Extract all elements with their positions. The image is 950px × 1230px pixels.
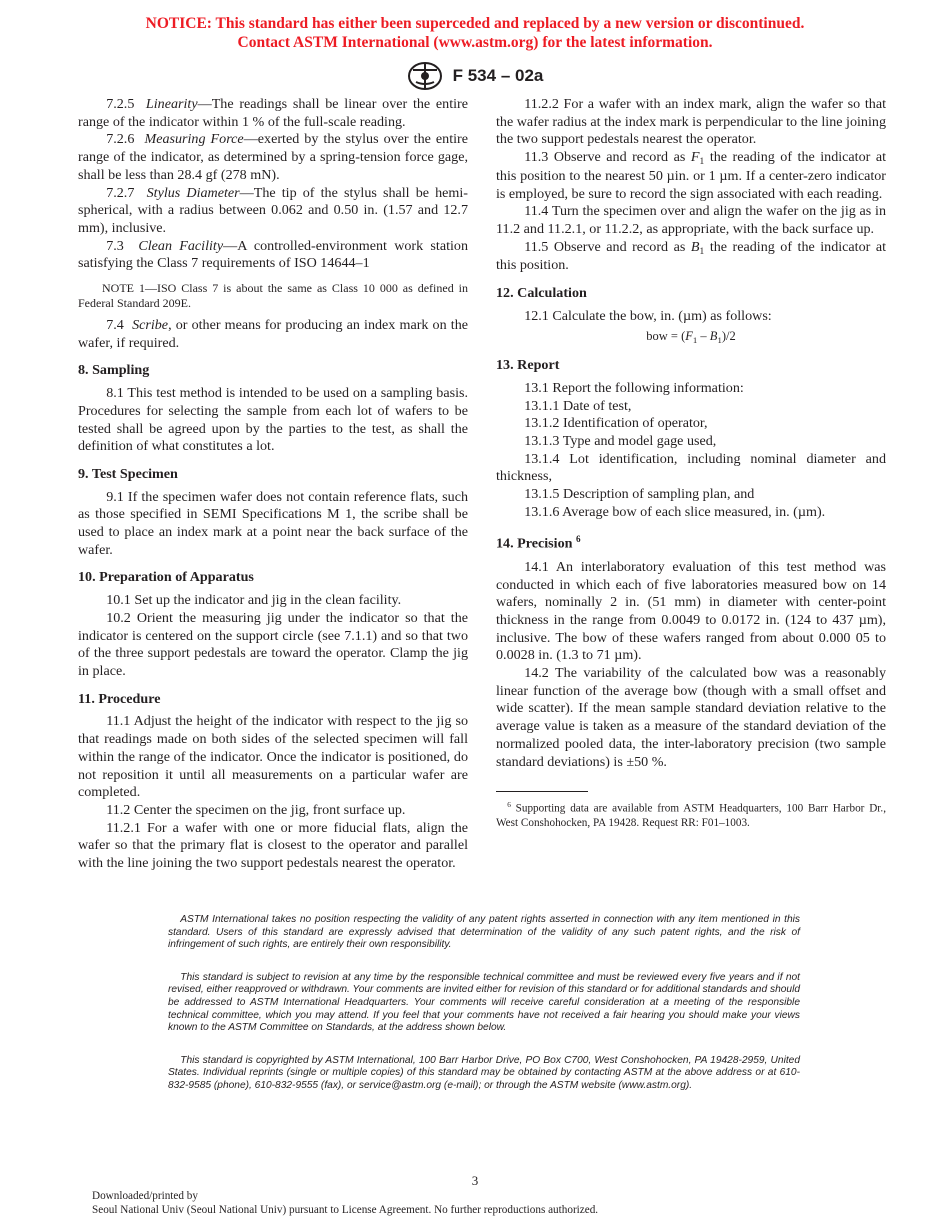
bow-formula: bow = $(F_1 - B_1)/2$ [646,329,736,346]
patent-disclaimer: ASTM International takes no position respecting the validity of any patent rights asserted in connection with any item mentioned in this standard. Users of this standard are expressly advised that determination of the validity of any such patent rights, and the risk of infringement of such rights, are entirely their own responsibility. [168,914,800,951]
section-heading-10: 10. Preparation of Apparatus [78,569,254,586]
paragraph-11-4: 11.4 Turn the specimen over and align the wafer on the jig as in 11.2 and 11.2.1, or 11.2.2, as appropriate, with the back surface up. [496,203,886,237]
paragraph-14-1: 14.1 An interlaboratory evaluation of this test method was conducted in which each of five laboratories measured bow on 14 wafers, nominally 2 in. (51 mm) in diameter with center-point thickness in the range from 0.0049 to 0.0172 in. (124 to 437 µm), inclusive. The bow of these wafers ranged from about 0.000 05 to 0.0028 in. (1.3 to 71 µm). [496,558,886,664]
download-notice [92,1190,598,1217]
page-header [0,61,950,91]
footnote-divider [496,791,588,792]
report-item-13-1-6: 13.1.6 Average bow of each slice measured, in. (µm). [524,503,826,520]
notice-line-2: Contact ASTM International (www.astm.org) for the latest information. [237,34,713,51]
paragraph-10-2: 10.2 Orient the measuring jig under the indicator so that the indicator is centered on the support circle (see 7.1.1) and so that two of the three support pedestals are toward the operator. Clamp the jig in place. [78,609,468,679]
report-item-13-1-4: 13.1.4 Lot identification, including nominal diameter and thickness, [496,450,886,485]
paragraph-7-4: 7.4 Scribe, or other means for producing an index mark on the wafer, if required. [78,317,468,351]
left-column [78,96,468,873]
report-item-13-1-5: 13.1.5 Description of sampling plan, and [524,486,755,503]
section-heading-12: 12. Calculation [496,285,587,302]
paragraph-10-1: 10.1 Set up the indicator and jig in the clean facility. [106,592,402,609]
paragraph-11-2: 11.2 Center the specimen on the jig, front surface up. [106,801,406,818]
section-heading-8: 8. Sampling [78,362,150,379]
footnote-ref-6: 6 [576,534,581,545]
section-heading-9: 9. Test Specimen [78,465,178,482]
paragraph-14-2: 14.2 The variability of the calculated bow was a reasonably linear function of the average bow (though with a small offset and wide scatter). If the mean sample standard deviation relative to the average value is taken as a measure of the standard deviation of the normalized pooled data, the inter-laboratory precision (two sample standard deviations) is ±50 %. [496,665,886,770]
paragraph-11-2-1: 11.2.1 For a wafer with one or more fiducial flats, align the wafer so that the primary flat is closest to the operator and parallel with the line joining the two support pedestals nearest the operator. [78,819,468,872]
notice-line-1: NOTICE: This standard has either been superceded and replaced by a new version or discontinued. [145,15,805,32]
report-item-13-1-2: 13.1.2 Identification of operator, [524,415,708,432]
paragraph-7-2-7: 7.2.7 Stylus Diameter—The tip of the stylus shall be hemi-spherical, with a radius between 0.062 and 0.50 in. (1.57 and 12.7 mm), inclusive. [78,184,469,236]
disclaimer-block [168,914,800,1113]
paragraph-12-1: 12.1 Calculate the bow, in. (µm) as follows: [524,307,772,324]
paragraph-11-5: 11.5 Observe and record as $B_1$ the reading of the indicator at this position. [496,238,886,274]
paragraph-11-1: 11.1 Adjust the height of the indicator with respect to the jig so that readings made on both sides of the selected specimen will fall within the range of the indicator. Once the indicator is positioned, do not reposition it until all measurements on a particular wafer are completed. [78,713,468,801]
right-column [496,96,886,830]
paragraph-11-2-2: 11.2.2 For a wafer with an index mark, align the wafer so that the wafer radius at the index mark is perpendicular to the line joining the two support pedestals nearest the operator. [496,96,886,148]
notice-banner [0,14,950,52]
paragraph-11-3: 11.3 Observe and record as $F_1$ the reading of the indicator at this position to the nearest 50 µin. or 1 µm. If a center-zero indicator is employed, be sure to record the sign associated with each reading. [496,149,886,202]
paragraph-9-1: 9.1 If the specimen wafer does not contain reference flats, such as those specified in SEMI Specifications M 1, the scribe shall be used to place an index mark at a point near the back surface of the wafer. [78,488,468,558]
page-number: 3 [471,1173,479,1188]
standard-designation: F 534 – 02a [452,66,544,85]
download-line-2: Seoul National Univ (Seoul National Univ) pursuant to License Agreement. No further reproductions authorized. [92,1203,599,1216]
astm-logo-icon [407,61,443,91]
copyright-notice: This standard is copyrighted by ASTM International, 100 Barr Harbor Drive, PO Box C700, West Conshohocken, PA 19428-2959, United States. Individual reprints (single or multiple copies) of this standard may be obtained by contacting ASTM at the above address or at 610-832-9585 (phone), 610-832-9555 (fax), or service@astm.org (e-mail); or through the ASTM website (www.astm.org). [168,1054,800,1091]
paragraph-7-2-5: 7.2.5 Linearity—The readings shall be linear over the entire range of the indicator within 1 % of the full-scale reading. [78,96,469,130]
report-item-13-1-3: 13.1.3 Type and model gage used, [524,432,717,449]
report-item-13-1: 13.1 Report the following information: [524,379,744,396]
revision-disclaimer: This standard is subject to revision at any time by the responsible technical committee and must be reviewed every five years and if not revised, either reapproved or withdrawn. Your comments are invited either for revision of this standard or for additional standards and should be addressed to ASTM International Headquarters. Your comments will receive careful consideration at a meeting of the responsible technical committee, which you may attend. If you feel that your comments have not received a fair hearing you should make your views known to the ASTM Committee on Standards, at the address shown below. [168,971,800,1034]
paragraph-8-1: 8.1 This test method is intended to be used on a sampling basis. Procedures for selecting the sample from each lot of wafers to be tested shall be agreed upon by the parties to the test, as shall the definition of what constitutes a lot. [78,385,468,455]
section-heading-13: 13. Report [496,357,560,374]
report-item-13-1-1: 13.1.1 Date of test, [524,397,632,414]
note-1: NOTE 1—ISO Class 7 is about the same as Class 10 000 as defined in Federal Standard 209E. [78,281,468,311]
download-line-1: Downloaded/printed by [92,1190,198,1202]
section-heading-14: 14. Precision $^6$ [496,534,581,553]
paragraph-7-2-6: 7.2.6 Measuring Force—exerted by the stylus over the entire range of the indicator, as determined by a spring-tension force gage, shall be less than 28.4 gf (278 mN). [78,131,468,183]
section-heading-11: 11. Procedure [78,690,161,707]
paragraph-7-3: 7.3 Clean Facility—A controlled-environment work station satisfying the Class 7 requirements of ISO 14644–1 [78,237,468,272]
footnote-6: $^6$ Supporting data are available from ASTM Headquarters, 100 Barr Harbor Dr., West Conshohocken, PA 19428. Request RR: F01–1003. [496,801,886,830]
